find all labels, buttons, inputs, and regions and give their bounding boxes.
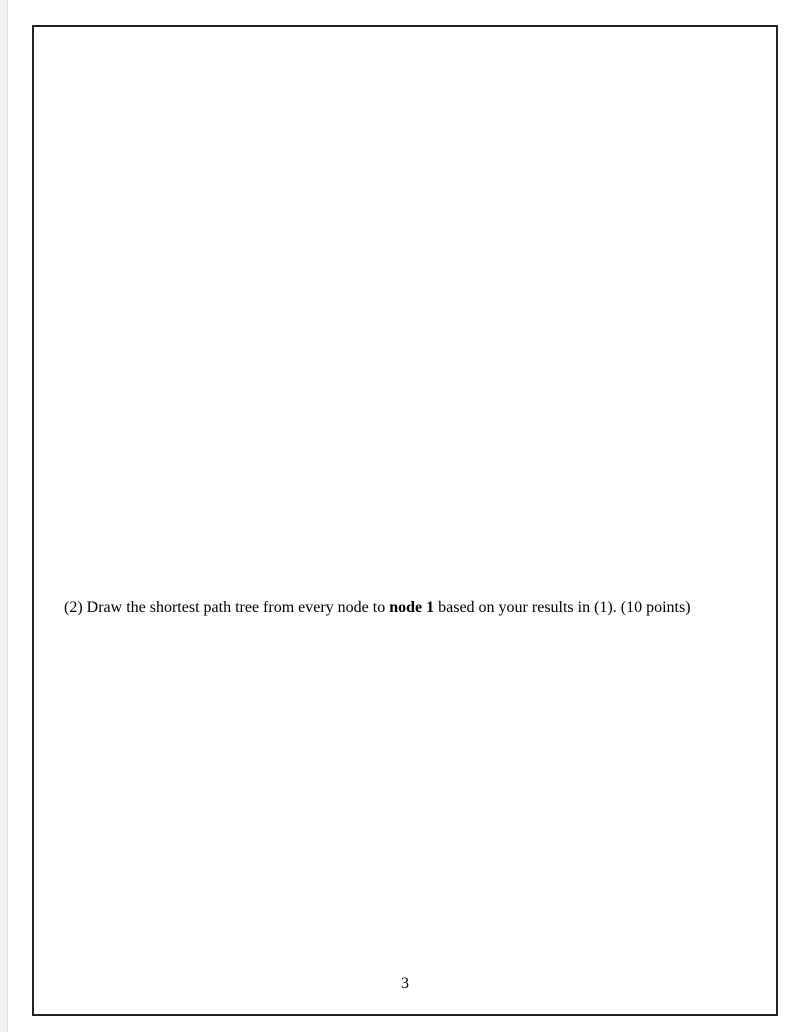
- viewer-gutter: [0, 0, 8, 1032]
- exam-page: [32, 25, 778, 1016]
- page-number: 3: [401, 975, 409, 992]
- question-suffix: based on your results in (1). (10 points): [434, 599, 691, 616]
- question-emphasis: node 1: [389, 599, 435, 616]
- question-prefix: (2) Draw the shortest path tree from every node to: [64, 599, 390, 616]
- question-2-text: [64, 598, 691, 618]
